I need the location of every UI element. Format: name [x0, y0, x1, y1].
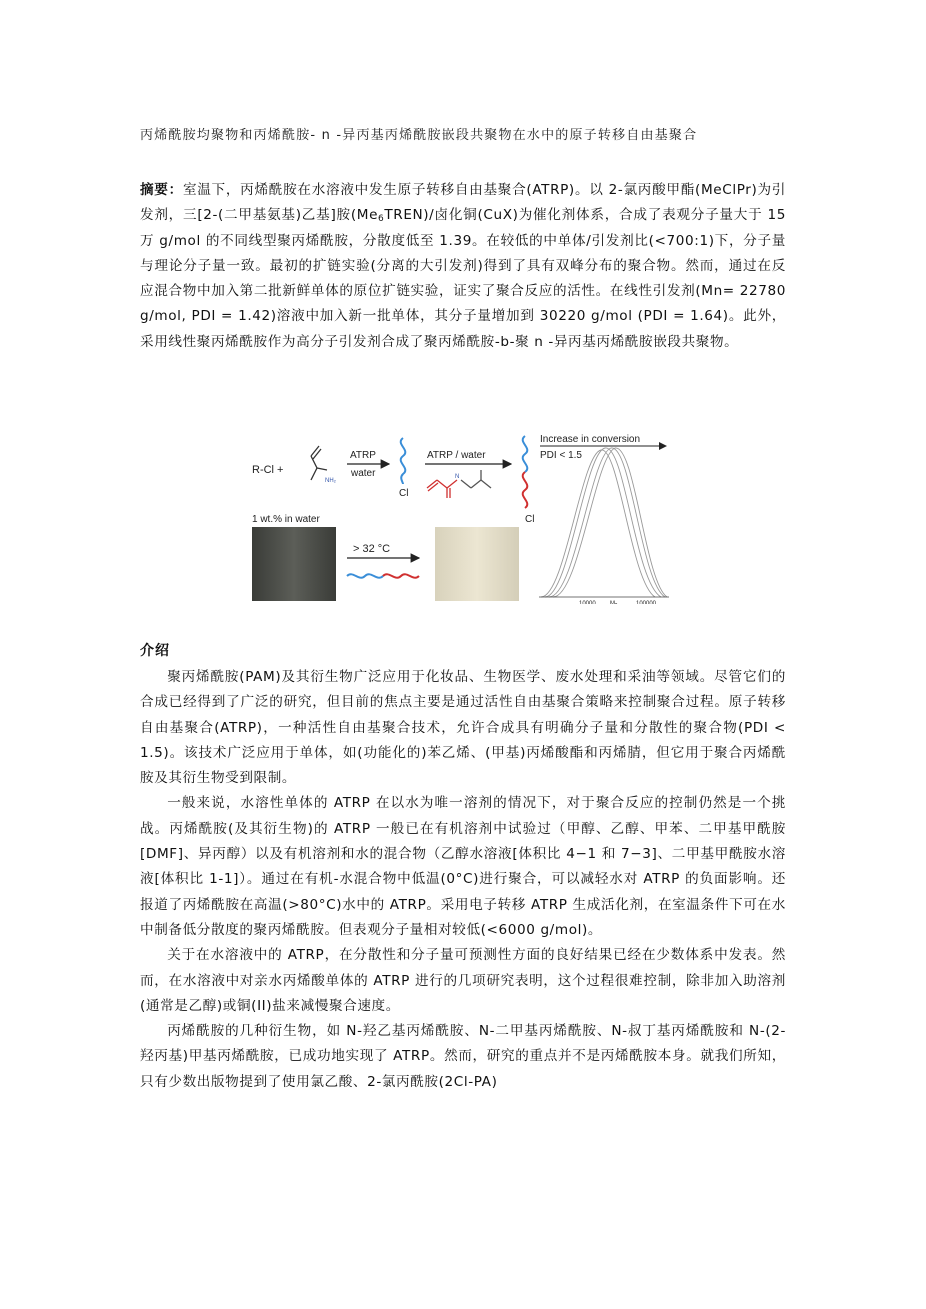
vial-photo-turbid	[435, 527, 519, 601]
gpc-pdi: PDI < 1.5	[540, 450, 582, 461]
block-chain-blue	[523, 436, 528, 472]
blue-chain-1	[401, 438, 406, 484]
nh2-label: NH₂	[325, 478, 336, 484]
wavy-chain-red	[383, 574, 419, 577]
introduction-paragraph: 一般来说，水溶性单体的 ATRP 在以水为唯一溶剂的情况下，对于聚合反应的控制仍然是一个挑战。丙烯酰胺(及其衍生物)的 ATRP 一般已在有机溶剂中试验过（甲醇、乙醇、甲苯、二甲基甲酰胺[DMF]、异丙醇）以及有机溶剂和水的混合物（乙醇水溶液[体积比 4−1 和 7−3]、二甲基甲酰胺水溶液[体积比 1-1]）。通过在有机-水混合物中低温(0°C)进行聚合，可以减轻水对 ATRP 的负面影响。还报道了丙烯酰胺在高温(>80°C)水中的 ATRP。采用电子转移 ATRP 生成活化剂，在室温条件下可在水中制备低分散度的聚丙烯酰胺。但表观分子量相对较低(<6000 g/mol)。	[140, 795, 786, 938]
rcl-label: R-Cl +	[252, 464, 284, 476]
abstract-text-part1: 室温下，丙烯酰胺在水溶液中发生原子转移自由基聚合(ATRP)。以 2-氯丙酸甲酯(MeClPr)为引发剂，三[2-(二甲基氨基)乙基]胺(Me	[140, 182, 786, 224]
vial-label: 1 wt.% in water	[252, 514, 320, 525]
gpc-tick-10000: 10000	[579, 601, 596, 604]
vial-photo-clear	[252, 527, 336, 601]
graphical-abstract-figure	[249, 432, 673, 604]
introduction-paragraph: 关于在水溶液中的 ATRP，在分散性和分子量可预测性方面的良好结果已经在少数体系中发表。然而，在水溶液中对亲水丙烯酸单体的 ATRP 进行的几项研究表明，这个过程很难控制，除非加入助溶剂(通常是乙醇)或铜(II)盐来减慢聚合速度。	[140, 947, 786, 1014]
arrow1-bottom-label: water	[351, 468, 376, 479]
block-chain-red	[523, 472, 528, 508]
introduction-paragraph: 丙烯酰胺的几种衍生物，如 N-羟乙基丙烯酰胺、N-二甲基丙烯酰胺、N-叔丁基丙烯酰胺和 N-(2-羟丙基)甲基丙烯酰胺，已成功地实现了 ATRP。然而，研究的重点并不是丙烯酰胺本身。就我们所知，只有少数出版物提到了使用氯乙酸、2-氯丙酰胺(2Cl-PA)	[140, 1023, 786, 1090]
nipam-isopropyl	[461, 470, 491, 488]
cl-label-2: Cl	[525, 514, 535, 525]
abstract-label: 摘要	[140, 182, 169, 198]
arrow1-top-label: ATRP	[350, 450, 376, 461]
abstract-colon: ：	[168, 182, 183, 198]
introduction-heading: 介绍	[140, 643, 170, 659]
abstract-text-part2: TREN)/卤化铜(CuX)为催化剂体系，合成了表观分子量大于 15 万 g/mol 的不同线型聚丙烯酰胺，分散度低至 1.39。在较低的中单体/引发剂比(<700:1)下，分子量与理论分子量一致。最初的扩链实验(分离的大引发剂)得到了具有双峰分布的聚合物。然而，通过在反应混合物中加入第二批新鲜单体的原位扩链实验，证实了聚合反应的活性。在线性引发剂(Mn= 22780 g/mol, PDI = 1.42)溶液中加入新一批单体，其分子量增加到 30220 g/mol (PDI = 1.64)。此外，采用线性聚丙烯酰胺作为高分子引发剂合成了聚丙烯酰胺-b-聚 n -异丙基丙烯酰胺嵌段共聚物。	[140, 207, 786, 350]
wavy-chain-blue	[347, 574, 383, 577]
cl-label-1: Cl	[399, 488, 409, 499]
nipam-structure	[427, 480, 457, 498]
arrow2-top-label: ATRP / water	[427, 450, 486, 461]
acrylamide-structure	[311, 446, 327, 480]
introduction-paragraph: 聚丙烯酰胺(PAM)及其衍生物广泛应用于化妆品、生物医学、废水处理和采油等领域。尽管它们的合成已经得到了广泛的研究，但目前的焦点主要是通过活性自由基聚合策略来控制聚合过程。原子转移自由基聚合(ATRP)，一种活性自由基聚合技术，允许合成具有明确分子量和分散性的聚合物(PDI < 1.5)。该技术广泛应用于单体，如(功能化的)苯乙烯、(甲基)丙烯酸酯和丙烯腈，但它用于聚合丙烯酰胺及其衍生物受到限制。	[140, 669, 786, 787]
gpc-x-label: Mₙ	[610, 601, 618, 604]
introduction-body	[140, 665, 786, 1095]
gpc-tick-100000: 100000	[636, 601, 657, 604]
document-title: 丙烯酰胺均聚物和丙烯酰胺- n -异丙基丙烯酰胺嵌段共聚物在水中的原子转移自由基聚合	[140, 128, 698, 143]
gpc-curves	[541, 448, 667, 597]
temperature-label: > 32 °C	[353, 543, 391, 555]
figure-svg	[249, 432, 673, 604]
gpc-title: Increase in conversion	[540, 434, 641, 445]
abstract	[140, 178, 786, 355]
nipam-n-label: N	[455, 474, 460, 480]
abstract-subscript: 6	[378, 214, 385, 225]
